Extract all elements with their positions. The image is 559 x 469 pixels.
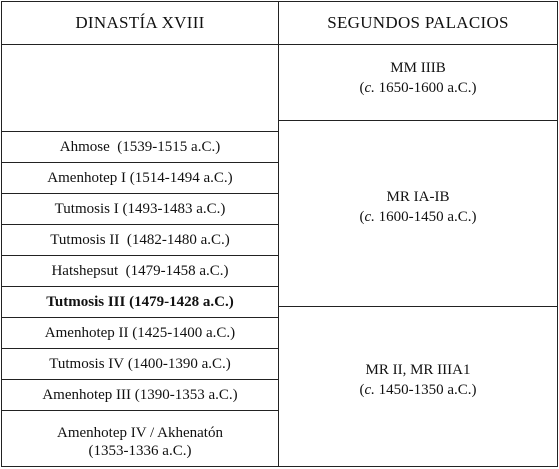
pharaoh-row-tutmosis-iii: [2, 287, 278, 318]
open-paren: (: [359, 79, 365, 96]
pharaoh-dates: (1425-1400 a.C.): [132, 324, 236, 341]
period-dates: [359, 78, 476, 98]
pharaoh-row-amenhotep-ii: [2, 318, 278, 349]
pharaoh-name: Amenhotep III: [42, 386, 132, 403]
pharaoh-name: Amenhotep I: [47, 169, 127, 186]
period-dates: [359, 380, 476, 400]
period-name: MR II, MR IIIA1: [365, 361, 471, 378]
pharaoh-dates: (1493-1483 a.C.): [122, 200, 226, 217]
pharaoh-name: Amenhotep II: [44, 324, 129, 341]
pharaoh-name: Ahmose: [59, 138, 110, 155]
pharaoh-row-amenhotep-iii: [2, 380, 278, 411]
pharaoh-row-amenhotep-i: [2, 163, 278, 194]
circa: c.: [364, 381, 375, 398]
pharaoh-row-tutmosis-ii: [2, 225, 278, 256]
pharaoh-row-ahmose: [2, 132, 278, 163]
period-range: 1650-1600 a.C.): [374, 79, 477, 96]
pharaoh-dates: (1479-1458 a.C.): [125, 262, 229, 279]
circa: c.: [364, 79, 375, 96]
period-cell-mr-ia-ib: [279, 121, 557, 307]
period-range: 1450-1350 a.C.): [374, 381, 477, 398]
pharaoh-name: Hatshepsut: [51, 262, 119, 279]
pharaoh-name: Tutmosis IV: [49, 355, 125, 372]
palaces-column: [279, 1, 558, 467]
pharaoh-dates: (1514-1494 a.C.): [129, 169, 233, 186]
period-cell-mm-iiib: [279, 45, 557, 121]
pharaoh-row-tutmosis-iv: [2, 349, 278, 380]
pharaoh-row-akhenaton: [2, 419, 278, 465]
dynasty-header: DINASTÍA XVIII: [2, 2, 278, 45]
pharaoh-name: Tutmosis I: [54, 200, 119, 217]
pharaoh-row-tutmosis-i: [2, 194, 278, 225]
pharaoh-dates: (1539-1515 a.C.): [117, 138, 221, 155]
period-cell-mr-ii-mr-iiia1: [279, 307, 557, 466]
empty-cell: [2, 45, 278, 132]
pharaoh-name: Tutmosis III: [46, 293, 126, 310]
open-paren: (: [359, 208, 365, 225]
period-name: MM IIIB: [390, 59, 446, 76]
pharaoh-dates: (1482-1480 a.C.): [126, 231, 230, 248]
dynasty-column: [1, 1, 279, 467]
pharaoh-row-hatshepsut: [2, 256, 278, 287]
period-name: MR IA-IB: [386, 188, 450, 205]
pharaoh-name: Amenhotep IV / Akhenatón: [57, 425, 223, 441]
period-dates: [359, 207, 476, 227]
circa: c.: [364, 208, 375, 225]
pharaoh-dates: (1353-1336 a.C.): [88, 443, 192, 459]
open-paren: (: [359, 381, 365, 398]
pharaoh-dates: (1400-1390 a.C.): [127, 355, 231, 372]
pharaoh-dates: (1390-1353 a.C.): [134, 386, 238, 403]
pharaoh-name: Tutmosis II: [50, 231, 120, 248]
palaces-header: SEGUNDOS PALACIOS: [279, 2, 557, 45]
pharaoh-dates: (1479-1428 a.C.): [129, 293, 234, 310]
period-range: 1600-1450 a.C.): [374, 208, 477, 225]
